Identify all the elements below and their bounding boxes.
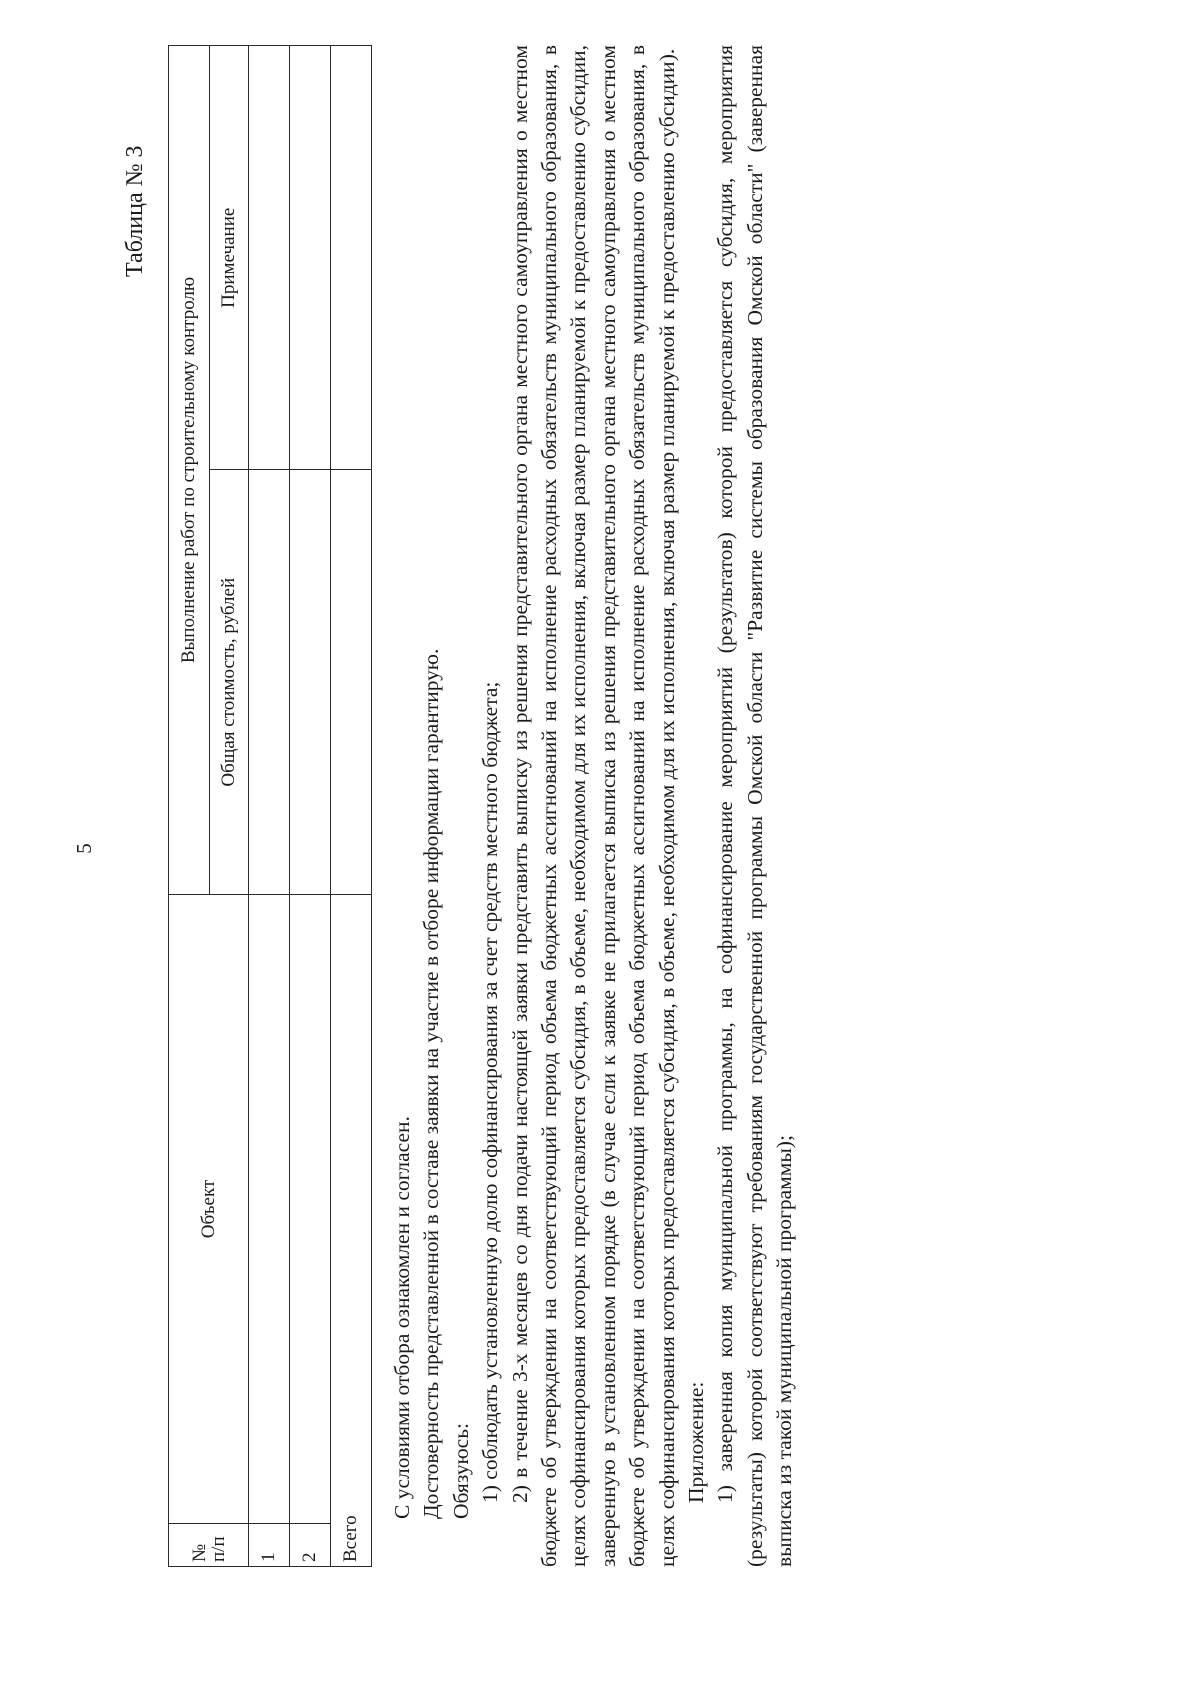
total-cost	[331, 470, 372, 895]
paragraph-obligation-1: 1) соблюдать установленную долю софинансирования за счет средств местного бюджета;	[478, 681, 503, 1503]
total-label: Всего	[331, 895, 372, 1567]
paragraph-appendix-heading: Приложение:	[684, 1381, 709, 1503]
paragraph-conditions: С условиями отбора ознакомлен и согласен.	[390, 1116, 414, 1519]
row-cost	[249, 470, 290, 895]
header-object: Объект	[169, 895, 249, 1524]
table-caption: Таблица № 3	[122, 145, 148, 277]
row-object	[290, 895, 331, 1524]
row-cost	[290, 470, 331, 895]
paragraph-obligation-2: 2) в течение 3-х месяцев со дня подачи настоящей заявки представить выписку из решения представительного органа местного самоуправления о местном бюджете об утверждении на соответствующий период объема бюджетных ассигнований на исполнение расходных обязательств муниципального образования, в целях софинансирования которых предоставляется субсидия, в объеме, необходимом для их исполнения, включая размер планируемой к предоставлению субсидии, заверенную в установленном порядке (в случае если к заявке не прилагается выписка из решения представительного органа местного самоуправления о местном бюджете об утверждении на соответствующий период объема бюджетных ассигнований на исполнение расходных обязательств муниципального образования, в целях софинансирования которых предоставляется субсидия, в объеме, необходимом для их исполнения, включая размер планируемой к предоставлению субсидии).	[507, 45, 679, 1567]
header-works-group: Выполнение работ по строительному контролю	[169, 46, 210, 895]
row-note	[290, 46, 331, 471]
body-text	[388, 45, 800, 1567]
header-note: Примечание	[210, 46, 249, 471]
table-header-row	[169, 46, 210, 1567]
table-total-row	[331, 46, 372, 1567]
row-number: 2	[290, 1524, 331, 1567]
works-table	[168, 45, 372, 1567]
paragraph-guarantee: Достоверность представленной в составе заявки на участие в отборе информации гарантирую.	[419, 648, 444, 1519]
header-cost: Общая стоимость, рублей	[210, 470, 249, 895]
table-row	[249, 46, 290, 1567]
row-number: 1	[249, 1524, 290, 1567]
table-row	[290, 46, 331, 1567]
paragraph-obligations-heading: Обязуюсь:	[448, 1423, 473, 1519]
page-number: 5	[72, 843, 96, 854]
header-num: № п/п	[169, 1524, 249, 1567]
total-note	[331, 46, 372, 471]
row-object	[249, 895, 290, 1524]
paragraph-appendix-1: 1) заверенная копия муниципальной программы, на софинансирование мероприятий (результатов) которой предоставляется субсидия, мероприятия (результаты) которой соответствуют требованиям государственной программы Омской области "Развитие системы образования Омской области" (заверенная выписка из такой муниципальной программы);	[713, 45, 797, 1567]
row-note	[249, 46, 290, 471]
